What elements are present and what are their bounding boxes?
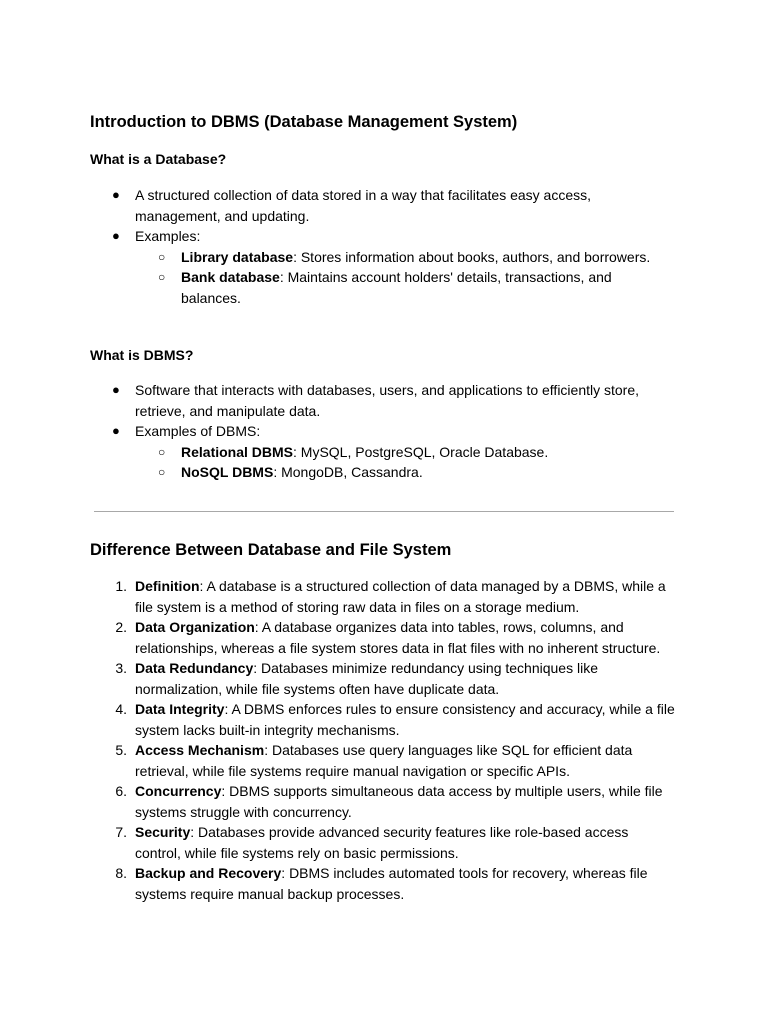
item-text <box>135 658 675 699</box>
numbered-item <box>0 740 768 781</box>
numbered-item <box>0 863 768 904</box>
item-desc: : DBMS supports simultaneous data access by multiple users, while file systems struggle with concurrency. <box>135 783 663 820</box>
dbms-examples-label: Examples of DBMS: <box>135 423 261 439</box>
bullet-dot: ● <box>112 382 120 397</box>
difference-heading: Difference Between Database and File System <box>90 541 452 559</box>
item-number: 2. <box>115 619 127 635</box>
sub-list-item <box>0 267 768 308</box>
item-term: Backup and Recovery <box>135 865 282 881</box>
list-item <box>0 421 768 442</box>
item-number: 8. <box>115 865 127 881</box>
item-text <box>135 617 675 658</box>
item-desc: : A database organizes data into tables, rows, columns, and relationships, whereas a file system stores data in flat files with no inherent structure. <box>135 619 661 656</box>
numbered-item <box>0 822 768 863</box>
item-desc: : Databases use query languages like SQL for efficient data retrieval, while file systems require manual navigation or specific APIs. <box>135 742 633 779</box>
bullet-dot: ● <box>112 187 120 202</box>
example-text <box>181 247 661 268</box>
item-number: 5. <box>115 742 127 758</box>
example-term: Bank database <box>181 269 280 285</box>
item-number: 3. <box>115 660 127 676</box>
numbered-item <box>0 658 768 699</box>
circle-bullet: ○ <box>158 465 166 479</box>
item-number: 1. <box>115 578 127 594</box>
item-number: 7. <box>115 824 127 840</box>
bullet-dot: ● <box>112 423 120 438</box>
example-term: NoSQL DBMS <box>181 464 274 480</box>
example-term: Library database <box>181 248 294 265</box>
sub-list-item <box>0 247 768 268</box>
numbered-item <box>0 576 768 617</box>
example-text <box>181 462 661 483</box>
item-term: Data Redundancy <box>135 660 254 676</box>
list-item <box>0 226 768 247</box>
item-text <box>135 699 675 740</box>
item-term: Data Organization <box>135 619 255 635</box>
circle-bullet: ○ <box>158 270 166 284</box>
example-desc: : Stores information about books, authors, and borrowers. <box>293 248 651 265</box>
item-desc: : Databases minimize redundancy using techniques like normalization, while file systems often have duplicate data. <box>135 660 598 697</box>
dbms-heading: What is DBMS? <box>90 347 194 363</box>
bullet-dot: ● <box>112 228 120 243</box>
example-text <box>181 267 661 308</box>
sub-list-item <box>0 462 768 483</box>
horizontal-divider <box>94 511 674 512</box>
item-desc: : Databases provide advanced security features like role-based access control, while file systems rely on basic permissions. <box>135 824 629 861</box>
list-item <box>0 380 768 421</box>
example-text <box>181 442 661 463</box>
database-list <box>0 185 768 308</box>
numbered-item <box>0 699 768 740</box>
database-heading: What is a Database? <box>90 151 227 167</box>
circle-bullet: ○ <box>158 444 166 459</box>
item-desc: : DBMS includes automated tools for recovery, whereas file systems require manual backup processes. <box>135 865 648 902</box>
page-title: Introduction to DBMS (Database Management System) <box>90 113 518 131</box>
item-text <box>135 863 675 904</box>
dbms-list <box>0 380 768 483</box>
example-desc: : MongoDB, Cassandra. <box>273 464 423 480</box>
database-definition: A structured collection of data stored in a way that facilitates easy access, management, and updating. <box>135 187 592 224</box>
database-examples-label: Examples: <box>135 228 201 244</box>
item-text <box>135 781 675 822</box>
item-text <box>135 822 675 863</box>
example-term: Relational DBMS <box>181 443 294 460</box>
item-term: Access Mechanism <box>135 742 265 758</box>
difference-list <box>0 576 768 904</box>
example-desc: : MySQL, PostgreSQL, Oracle Database. <box>293 443 549 460</box>
list-item <box>0 185 768 226</box>
item-term: Definition <box>135 578 200 594</box>
numbered-item <box>0 781 768 822</box>
item-number: 4. <box>115 701 127 717</box>
item-text <box>135 740 675 781</box>
example-desc: : Maintains account holders' details, transactions, and balances. <box>181 269 612 306</box>
numbered-item <box>0 617 768 658</box>
circle-bullet: ○ <box>158 249 166 264</box>
item-number: 6. <box>115 783 127 799</box>
item-term: Data Integrity <box>135 701 225 717</box>
item-text <box>135 576 675 617</box>
sub-list-item <box>0 442 768 463</box>
dbms-definition: Software that interacts with databases, users, and applications to efficiently store, retrieve, and manipulate data. <box>135 382 640 419</box>
item-term: Concurrency <box>135 783 222 799</box>
item-term: Security <box>135 824 191 840</box>
item-desc: : A database is a structured collection of data managed by a DBMS, while a file system is a method of storing raw data in files on a storage medium. <box>135 578 666 615</box>
item-desc: : A DBMS enforces rules to ensure consistency and accuracy, while a file system lacks built-in integrity mechanisms. <box>135 701 675 738</box>
